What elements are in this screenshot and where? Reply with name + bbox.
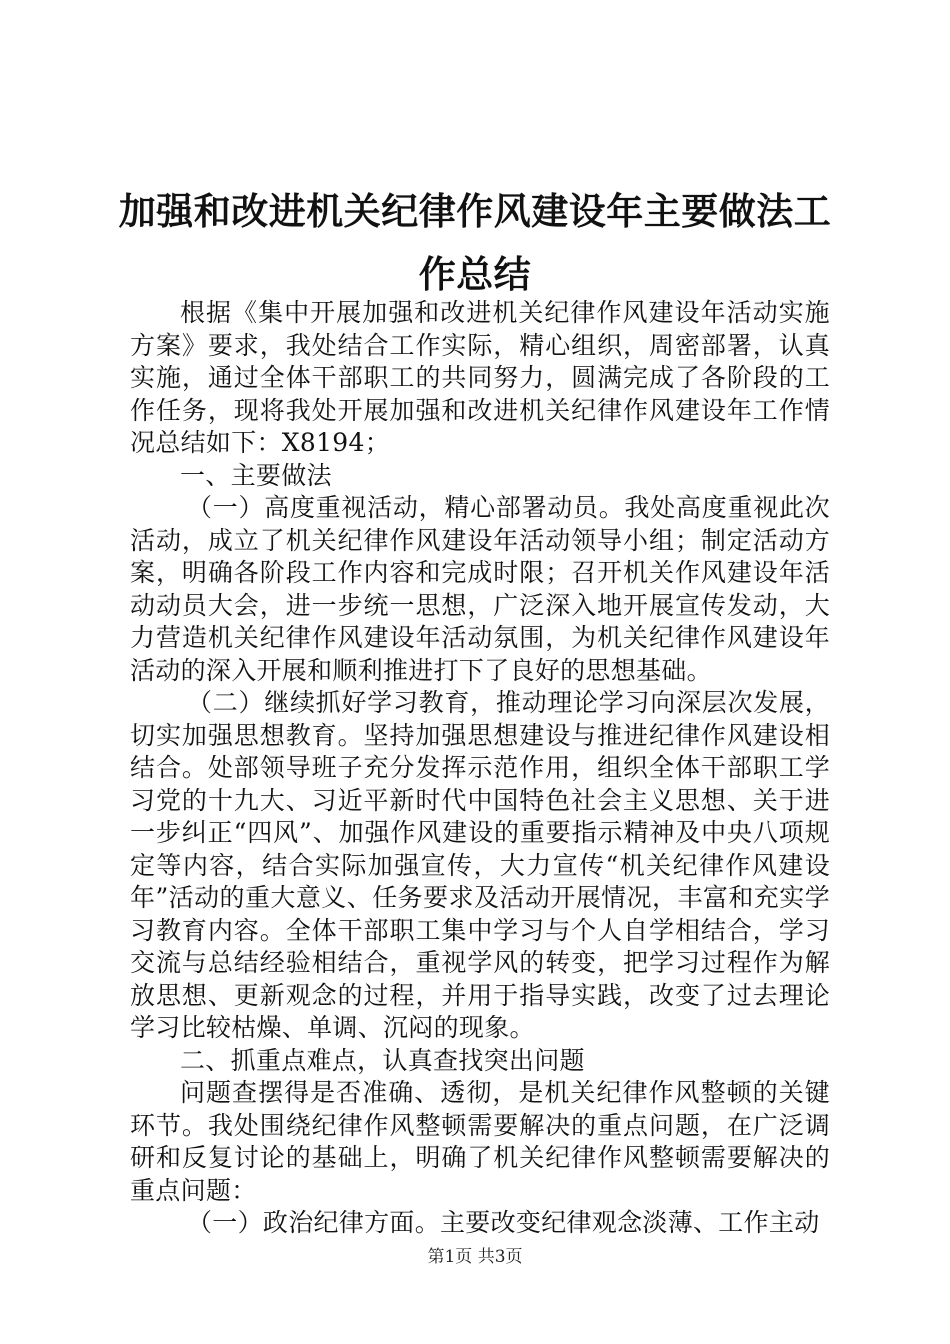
paragraph-practice-2: （二）继续抓好学习教育，推动理论学习向深层次发展，切实加强思想教育。坚持加强思想建设与推进纪律作风建设相结合。处部领导班子充分发挥示范作用，组织全体干部职工学习党的十九大、习近平新时代中国特色社会主义思想、关于进一步纠正“四风”、加强作风建设的重要指示精神及中央八项规定等内容，结合实际加强宣传，大力宣传“机关纪律作风建设年”活动的重大意义、任务要求及活动开展情况，丰富和充实学习教育内容。全体干部职工集中学习与个人自学相结合，学习交流与总结经验相结合，重视学风的转变，把学习过程作为解放思想、更新观念的过程，并用于指导实践，改变了过去理论学习比较枯燥、单调、沉闷的现象。: [130, 688, 830, 1042]
document-body: [130, 297, 830, 1240]
paragraph-intro: 根据《集中开展加强和改进机关纪律作风建设年活动实施方案》要求，我处结合工作实际，精心组织，周密部署，认真实施，通过全体干部职工的共同努力，圆满完成了各阶段的工作任务，现将我处开展加强和改进机关纪律作风建设年工作情况总结如下：X8194；: [130, 298, 830, 457]
paragraph-issue-1: （一）政治纪律方面。主要改变纪律观念淡薄、工作主动: [187, 1208, 820, 1237]
page-footer: 第1页 共3页: [427, 1247, 523, 1267]
paragraph-practice-1: （一）高度重视活动，精心部署动员。我处高度重视此次活动，成立了机关纪律作风建设年活动领导小组；制定活动方案，明确各阶段工作内容和完成时限；召开机关作风建设年活动动员大会，进一步统一思想，广泛深入地开展宣传发动，大力营造机关纪律作风建设年活动氛围，为机关纪律作风建设年活动的深入开展和顺利推进打下了良好的思想基础。: [130, 493, 830, 685]
heading-main-practices: 一、主要做法: [180, 460, 332, 490]
document-title: 加强和改进机关纪律作风建设年主要做法工作总结: [118, 189, 832, 296]
paragraph-issues-intro: 问题查摆得是否准确、透彻，是机关纪律作风整顿的关键环节。我处围绕纪律作风整顿需要解决的重点问题，在广泛调研和反复讨论的基础上，明确了机关纪律作风整顿需要解决的重点问题：: [130, 1078, 830, 1205]
heading-key-issues: 二、抓重点难点，认真查找突出问题: [180, 1045, 585, 1075]
